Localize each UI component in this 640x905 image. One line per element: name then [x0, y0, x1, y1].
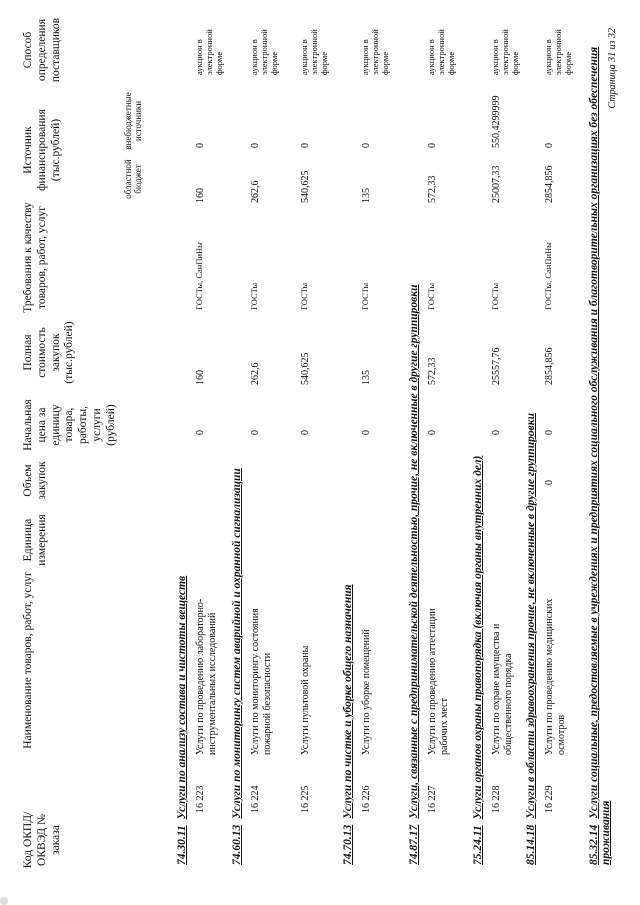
group-code: 74.60.13 [231, 824, 243, 865]
page-footer: Страница 31 из 32 [607, 28, 618, 109]
row-total: 25557,76 [491, 347, 502, 385]
header-code: Код ОКПД/ ОКВЭД № заказа [22, 811, 62, 869]
row-price: 0 [300, 430, 311, 435]
row-source-extra: 0 [427, 143, 438, 148]
row-method: аукцион в электронной форме [299, 29, 329, 75]
row-source-extra: 0 [250, 143, 261, 148]
header-price: Начальная цена за единицу товара, работы, услуги (рублей) [22, 399, 117, 451]
row-method: аукцион в электронной форме [426, 29, 456, 75]
row-name: Услуги пультовой охраны [300, 645, 311, 755]
row-name: Услуги по охране имущества и общественного порядка [491, 623, 514, 755]
header-source-extra: внебюджетные источники [123, 92, 143, 150]
group-title: Услуги социальные, предоставляемые в учреждениях и предприятиях социального обслуживания и благотворительных организациях без обеспечения проживания [588, 46, 612, 865]
row-requirements: ГОСТы [490, 282, 500, 310]
row-method: аукцион в электронной форме [249, 29, 279, 75]
row-number: 16 225 [300, 785, 311, 813]
row-name: Услуги по проведению медицинских осмотров [544, 598, 567, 755]
row-source-regional: 25007,33 [491, 165, 502, 203]
row-name: Услуги по мониторингу состояния пожарной безопасности [250, 608, 273, 755]
group-code: 75.24.11 [472, 825, 484, 865]
row-name: Услуги по уборке помещений [361, 629, 372, 755]
group-title: Услуги по анализу состава и чистоты веществ [176, 575, 188, 820]
header-method: Способ определения поставщиков [22, 17, 62, 83]
row-number: 16 224 [250, 785, 261, 813]
row-method: аукцион в электронной форме [194, 29, 224, 75]
row-price: 0 [250, 430, 261, 435]
scan-mark [0, 897, 8, 905]
row-source-extra: 0 [544, 143, 555, 148]
row-requirements: ГОСТы, СанПиНы [194, 242, 204, 310]
row-source-regional: 2854,856 [544, 165, 555, 203]
group-title: Услуги по чистке и уборке общего назначения [342, 584, 354, 819]
row-source-regional: 135 [361, 188, 372, 203]
row-requirements: ГОСТы [426, 282, 436, 310]
row-source-regional: 160 [195, 188, 206, 203]
row-requirements: ГОСТы, СанПиНы [543, 242, 553, 310]
group-heading [588, 45, 612, 865]
group-code: 74.87.17 [408, 824, 420, 865]
row-source-regional: 540,625 [300, 170, 311, 203]
group-heading [472, 456, 484, 865]
row-name: Услуги по проведению лабораторно-инструментальных исследований [195, 598, 218, 755]
row-number: 16 228 [491, 785, 502, 813]
group-code: 74.30.11 [176, 825, 188, 865]
row-price: 0 [361, 430, 372, 435]
row-source-extra: 550,4299999 [491, 95, 502, 148]
group-heading [231, 468, 243, 865]
row-volume: 0 [544, 480, 555, 485]
header-unit: Единица измерения [22, 514, 48, 566]
row-number: 16 223 [195, 785, 206, 813]
group-code: 85.14.18 [525, 824, 537, 865]
header-source: Источник финансирования (тыс.рублей) [22, 109, 62, 191]
row-source-extra: 0 [300, 143, 311, 148]
row-total: 2854,856 [544, 347, 555, 385]
group-title: Услуги в области здравоохранения прочие, не включенные в другие группировки [525, 413, 537, 819]
row-requirements: ГОСТы [299, 282, 309, 310]
header-source-regional: областной бюджет [123, 159, 143, 199]
row-total: 262,6 [250, 362, 261, 385]
row-source-regional: 262,6 [250, 180, 261, 203]
group-code: 85.32.14 [588, 824, 600, 865]
row-total: 135 [361, 370, 372, 385]
row-total: 160 [195, 370, 206, 385]
group-title: Услуги, связанные с предпринимательской деятельностью, прочие, не включенные в другие группировки [408, 284, 420, 819]
row-requirements: ГОСТы [249, 282, 259, 310]
header-requirements: Требования к качеству товаров, работ, услуг [22, 202, 48, 313]
group-heading [176, 576, 188, 865]
header-volume: Объем закупок [22, 461, 48, 500]
group-heading [408, 284, 420, 865]
row-source-regional: 572,33 [427, 175, 438, 203]
row-number: 16 229 [544, 785, 555, 813]
row-price: 0 [195, 430, 206, 435]
group-heading [525, 413, 537, 865]
row-source-extra: 0 [361, 143, 372, 148]
row-method: аукцион в электронной форме [543, 29, 573, 75]
row-total: 540,625 [300, 352, 311, 385]
row-price: 0 [427, 430, 438, 435]
row-price: 0 [491, 430, 502, 435]
row-number: 16 227 [427, 785, 438, 813]
row-requirements: ГОСТы [360, 282, 370, 310]
row-name: Услуги по проведению аттестации рабочих мест [427, 608, 450, 755]
row-method: аукцион в электронной форме [490, 29, 520, 75]
group-code: 74.70.13 [342, 824, 354, 865]
group-title: Услуги органов охраны правопорядка (включая органы внутренних дел) [472, 455, 484, 820]
group-heading [342, 584, 354, 865]
header-total: Полная стоимость закупок (тыс.рублей) [22, 321, 76, 384]
row-source-extra: 0 [195, 143, 206, 148]
row-number: 16 226 [361, 785, 372, 813]
group-title: Услуги по мониторингу систем аварийной и охранной сигнализации [231, 468, 243, 819]
header-name: Наименование товаров, работ, услуг [22, 571, 34, 749]
row-method: аукцион в электронной форме [360, 29, 390, 75]
row-price: 0 [544, 430, 555, 435]
row-total: 572,33 [427, 357, 438, 385]
